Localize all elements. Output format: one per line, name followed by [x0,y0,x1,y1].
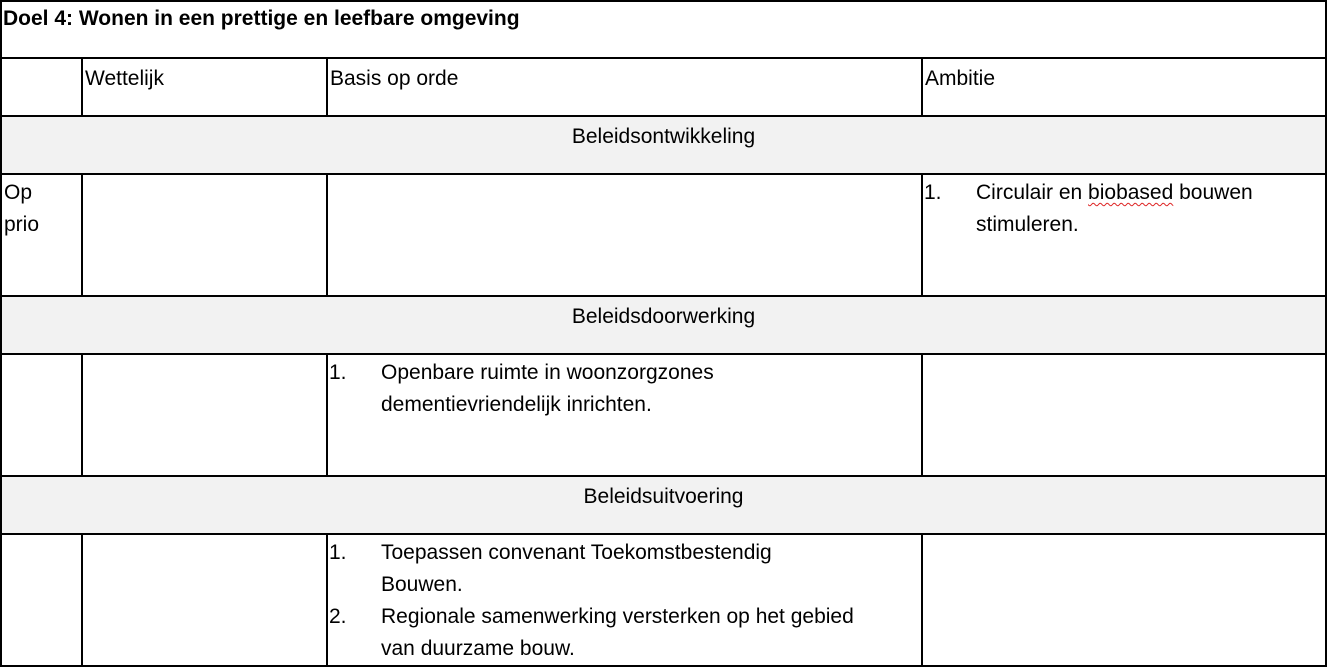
cell-wettelijk-beleidsdoorwerking [81,353,328,477]
row-label-empty [0,353,83,477]
goal-title: Doel 4: Wonen in een prettige en leefbare omgeving [0,0,1327,60]
list-text: Openbare ruimte in woonzorgzones dementievriendelijk inrichten. [381,361,714,416]
list-text: Circulair en [976,181,1089,204]
list-item [329,357,921,421]
cell-ambitie-beleidsontwikkeling [921,173,1327,297]
column-header-ambitie: Ambitie [921,57,1327,117]
section-heading-beleidsdoorwerking: Beleidsdoorwerking [0,295,1327,355]
section-heading-beleidsuitvoering: Beleidsuitvoering [0,475,1327,535]
cell-basis-beleidsdoorwerking [326,353,923,477]
cell-basis-beleidsontwikkeling [326,173,923,297]
section-heading-beleidsontwikkeling: Beleidsontwikkeling [0,115,1327,175]
list-text: Regionale samenwerking versterken op het gebied van duurzame bouw. [381,605,854,660]
list-item [924,177,1325,241]
row-label-text: Op prio [4,181,40,236]
list-item [329,537,921,601]
cell-ambitie-beleidsdoorwerking [921,353,1327,477]
cell-ambitie-beleidsuitvoering [921,533,1327,667]
list-item [329,601,921,665]
cell-basis-beleidsuitvoering [326,533,923,667]
column-header-empty [0,57,83,117]
column-header-wettelijk: Wettelijk [81,57,328,117]
cell-wettelijk-beleidsuitvoering [81,533,328,667]
list-number: 1. [329,541,347,564]
basis-list [329,537,921,665]
list-text: bouwen stimuleren. [976,181,1253,236]
list-number: 1. [329,361,347,384]
cell-wettelijk-beleidsontwikkeling [81,173,328,297]
ambitie-list [924,177,1325,241]
spellcheck-flagged-word[interactable]: biobased [1088,181,1174,204]
list-number: 1. [924,181,942,204]
list-text: Toepassen convenant Toekomstbestendig Bouwen. [381,541,772,596]
basis-list [329,357,921,421]
list-number: 2. [329,605,347,628]
row-label-op-prio [0,173,83,297]
column-header-basis-op-orde: Basis op orde [326,57,923,117]
row-label-empty [0,533,83,667]
